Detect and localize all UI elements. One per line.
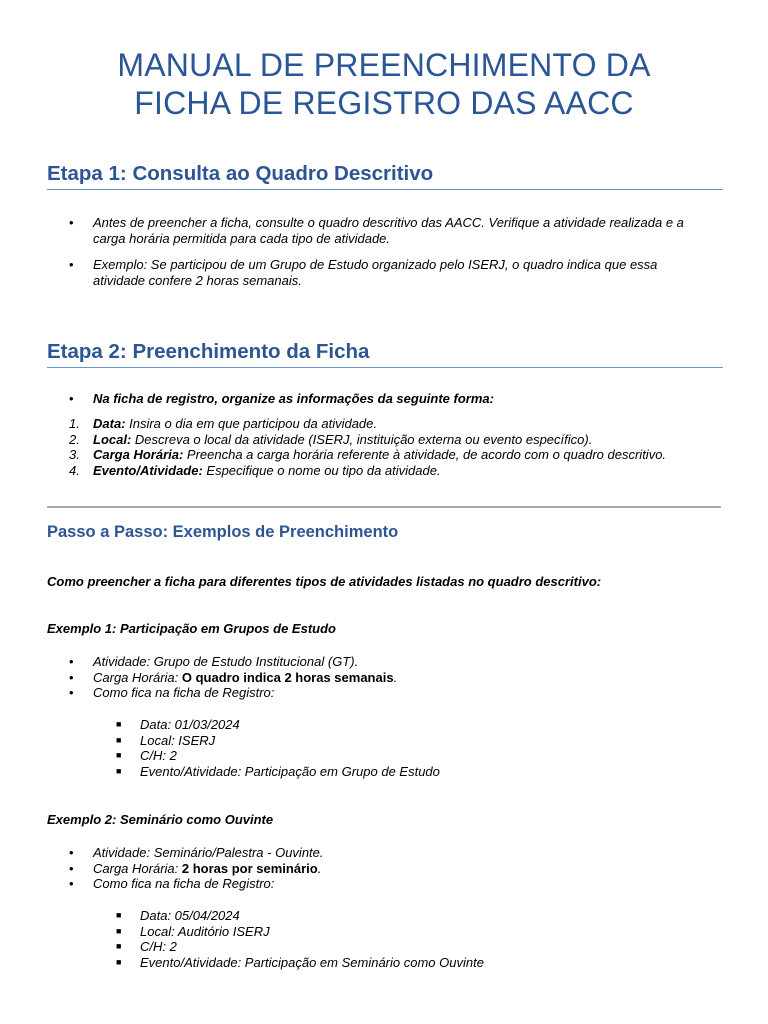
bullet-text: Antes de preencher a ficha, consulte o quadro descritivo das AACC. Verifique a atividade realizada e a [93,215,684,230]
bullet-glyph: • [69,215,74,230]
bullet-glyph: • [69,876,74,891]
example1-como: Como fica na ficha de Registro: [93,685,275,700]
title-line-1: MANUAL DE PREENCHIMENTO DA [117,47,651,83]
list-item [116,908,484,924]
square-bullet-icon: ■ [116,956,122,967]
square-bullet-icon: ■ [116,765,122,776]
field-text: C/H: 2 [140,748,177,763]
field-text: Evento/Atividade: Participação em Seminário como Ouvinte [140,954,484,970]
list-item [69,431,666,448]
step2-intro-list [69,391,494,407]
list-item [69,876,324,892]
example1-title: Exemplo 1: Participação em Grupos de Estudo [47,621,336,636]
step2-heading: Etapa 2: Preenchimento da Ficha [47,340,723,368]
example1-bullet-list [69,654,398,701]
title-line-2: FICHA DE REGISTRO DAS AACC [134,85,634,121]
list-item [69,257,684,288]
passo-heading: Passo a Passo: Exemplos de Preenchimento [47,523,399,541]
bullet-text: Exemplo: Se participou de um Grupo de Estudo organizado pelo ISERJ, o quadro indica que essa [93,257,658,272]
field-text: Evento/Atividade: Participação em Grupo de Estudo [140,763,440,779]
list-item [69,462,666,479]
bullet-text: atividade confere 2 horas semanais. [93,272,302,288]
example1-carga-label: Carga Horária: [93,669,182,685]
item-text: Preencha a carga horária referente à atividade, de acordo com o quadro descritivo. [183,447,667,462]
item-text: Descreva o local da atividade (ISERJ, instituição externa ou evento específico). [131,431,593,447]
field-text: Local: ISERJ [140,732,216,748]
bullet-glyph: • [69,860,74,876]
field-text: Data: 05/04/2024 [140,908,240,923]
item-label: Carga Horária: [93,447,184,462]
list-item [116,717,440,733]
example2-como: Como fica na ficha de Registro: [93,876,275,891]
square-bullet-icon: ■ [116,941,122,951]
example2-title: Exemplo 2: Seminário como Ouvinte [47,812,274,827]
example1-fields-list [116,717,440,779]
bullet-glyph: • [69,685,74,700]
item-label: Local: [93,431,132,447]
square-bullet-icon: ■ [116,750,122,760]
square-bullet-icon: ■ [116,925,122,936]
field-text: Data: 01/03/2024 [140,717,240,732]
document-title [40,46,728,122]
example1-atividade: Atividade: Grupo de Estudo Institucional (GT). [93,654,359,669]
item-number: 3. [69,447,80,462]
list-item [116,923,484,940]
list-item [69,416,666,432]
list-item [116,763,440,780]
step1-heading: Etapa 1: Consulta ao Quadro Descritivo [47,162,723,190]
list-item [69,447,667,463]
item-number: 4. [69,462,80,478]
item-number: 1. [69,416,80,431]
bullet-glyph: • [69,845,74,860]
example1-carga-suffix: . [393,669,398,685]
field-text: Local: Auditório ISERJ [140,923,270,939]
step2-intro: Na ficha de registro, organize as informações da seguinte forma: [93,391,494,406]
list-item [69,391,494,407]
list-item [69,669,398,686]
list-item [69,685,397,701]
example2-fields-list [116,908,484,970]
step2-numbered-list [69,416,667,478]
bullet-glyph: • [69,669,74,685]
example2-carga-label: Carga Horária: [93,860,182,876]
list-item [69,215,684,246]
list-item [116,748,440,764]
section-divider [47,506,721,508]
list-item [69,860,324,877]
square-bullet-icon: ■ [116,734,122,745]
item-text: Insira o dia em que participou da atividade. [125,416,378,431]
item-label: Evento/Atividade: [93,462,203,478]
step1-bullet-list [69,215,684,288]
example2-carga-suffix: . [317,860,322,876]
bullet-glyph: • [69,257,74,272]
example2-bullet-list [69,845,324,892]
list-item [69,845,324,861]
list-item [116,954,484,971]
list-item [69,654,397,670]
list-item [116,939,484,955]
item-number: 2. [69,431,80,447]
example2-atividade: Atividade: Seminário/Palestra - Ouvinte. [93,845,324,860]
passo-intro: Como preencher a ficha para diferentes tipos de atividades listadas no quadro descritivo: [47,574,602,589]
example2-carga-value: 2 horas por seminário [181,860,318,876]
example1-carga-value: O quadro indica 2 horas semanais [181,669,394,685]
field-text: C/H: 2 [140,939,177,954]
bullet-glyph: • [69,654,74,669]
list-item [116,732,440,749]
square-bullet-icon: ■ [116,910,122,920]
item-label: Data: [93,416,126,431]
item-text: Especifique o nome ou tipo da atividade. [202,462,441,478]
bullet-glyph: • [69,391,74,406]
bullet-text: carga horária permitida para cada tipo de atividade. [93,230,391,246]
square-bullet-icon: ■ [116,719,122,729]
